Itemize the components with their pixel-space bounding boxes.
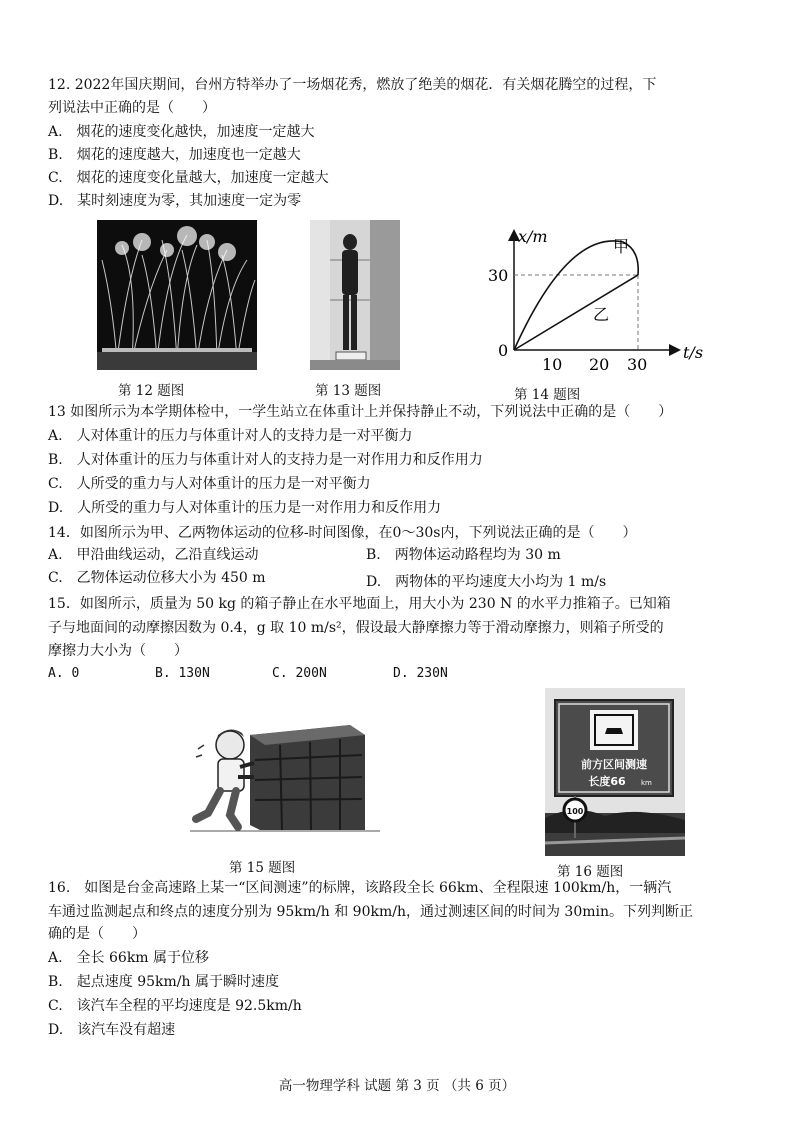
q16-option-b: B. 起点速度 95km/h 属于瞬时速度 (48, 974, 279, 990)
fig12-caption: 第 12 题图 (118, 383, 185, 399)
q14-option-d: D. 两物体的平均速度大小均为 1 m/s (366, 574, 607, 590)
x-axis-label: t/s (683, 343, 704, 362)
sign-text-line2: 长度66 (588, 775, 626, 788)
label-yi: 乙 (593, 305, 610, 324)
xt-graph-svg (478, 220, 718, 380)
x-tick-10: 10 (542, 355, 563, 374)
fireworks-photo (97, 220, 257, 370)
q14-stem: 14．如图所示为甲、乙两物体运动的位移-时间图像，在0～30s内，下列说法正确的是（ ） (48, 525, 637, 541)
q13-option-d: D. 人所受的重力与人对体重计的压力是一对作用力和反作用力 (48, 500, 442, 516)
sign-text-line1: 前方区间测速 (581, 758, 647, 771)
fig14-caption: 第 14 题图 (514, 387, 581, 403)
q14-option-a: A. 甲沿曲线运动，乙沿直线运动 (48, 547, 259, 563)
q15-option-a: A. 0 (48, 666, 80, 681)
q13-stem: 13 如图所示为本学期体检中，一学生站立在体重计上并保持静止不动，下列说法中正确的是（ ） (48, 404, 673, 420)
q12-option-a: A. 烟花的速度变化越快，加速度一定越大 (48, 124, 315, 140)
q13-option-b: B. 人对体重计的压力与体重计对人的支持力是一对作用力和反作用力 (48, 452, 483, 468)
q12-stem-line1: 12. 2022年国庆期间，台州方特举办了一场烟花秀，燃放了绝美的烟花．有关烟花腾空的过程，下 (48, 77, 657, 93)
origin-label: 0 (498, 341, 509, 360)
q16-stem-line1: 16. 如图是台金高速路上某一“区间测速”的标牌，该路段全长 66km、全程限速 100km/h，一辆汽 (48, 880, 672, 896)
label-jia: 甲 (613, 237, 630, 256)
q15-stem-line3: 摩擦力大小为（ ） (48, 643, 188, 659)
q15-stem-line2: 子与地面间的动摩擦因数为 0.4，g 取 10 m/s²，假设最大静摩擦力等于滑动摩擦力，则箱子所受的 (48, 620, 664, 636)
page-footer: 高一物理学科 试题 第 3 页 （共 6 页） (278, 1078, 516, 1094)
y-axis-label: x/m (518, 227, 548, 246)
q15-option-b: B. 130N (155, 666, 210, 681)
fig16-caption: 第 16 题图 (557, 864, 624, 880)
student-on-scale-photo (310, 220, 400, 370)
x-tick-20: 20 (589, 355, 610, 374)
fig13-caption: 第 13 题图 (315, 383, 382, 399)
q12-option-b: B. 烟花的速度越大，加速度也一定越大 (48, 147, 301, 163)
q13-option-a: A. 人对体重计的压力与体重计对人的支持力是一对平衡力 (48, 428, 413, 444)
speed-limit-100: 100 (566, 807, 584, 816)
q12-stem-line2: 列说法中正确的是（ ） (48, 100, 216, 116)
fig15-caption: 第 15 题图 (229, 860, 296, 876)
q16-option-a: A. 全长 66km 属于位移 (48, 950, 210, 966)
y-tick-30: 30 (488, 266, 509, 285)
curve-jia (514, 241, 638, 350)
sign-text-unit: km (641, 779, 652, 787)
q16-stem-line3: 确的是（ ） (48, 926, 146, 942)
boy-pushing-crate-illustration (190, 715, 380, 835)
q15-option-c: C. 200N (272, 666, 327, 681)
q16-option-d: D. 该汽车没有超速 (48, 1022, 176, 1038)
q15-option-d: D. 230N (393, 666, 448, 681)
q13-option-c: C. 人所受的重力与人对体重计的压力是一对平衡力 (48, 476, 371, 492)
speed-zone-sign-photo (545, 688, 685, 856)
q15-stem-line1: 15．如图所示，质量为 50 kg 的箱子静止在水平地面上，用大小为 230 N 的水平力推箱子。已知箱 (48, 596, 671, 612)
xt-graph (478, 220, 718, 380)
q12-option-c: C. 烟花的速度变化量越大，加速度一定越大 (48, 170, 329, 186)
q12-option-d: D. 某时刻速度为零，其加速度一定为零 (48, 193, 302, 209)
q16-stem-line2: 车通过监测起点和终点的速度分别为 95km/h 和 90km/h，通过测速区间的时间为 30min。下列判断正 (48, 904, 693, 920)
x-tick-30: 30 (627, 355, 648, 374)
q14-option-c: C. 乙物体运动位移大小为 450 m (48, 570, 266, 586)
q14-option-b: B. 两物体运动路程均为 30 m (366, 547, 561, 563)
q16-option-c: C. 该汽车全程的平均速度是 92.5km/h (48, 998, 302, 1014)
